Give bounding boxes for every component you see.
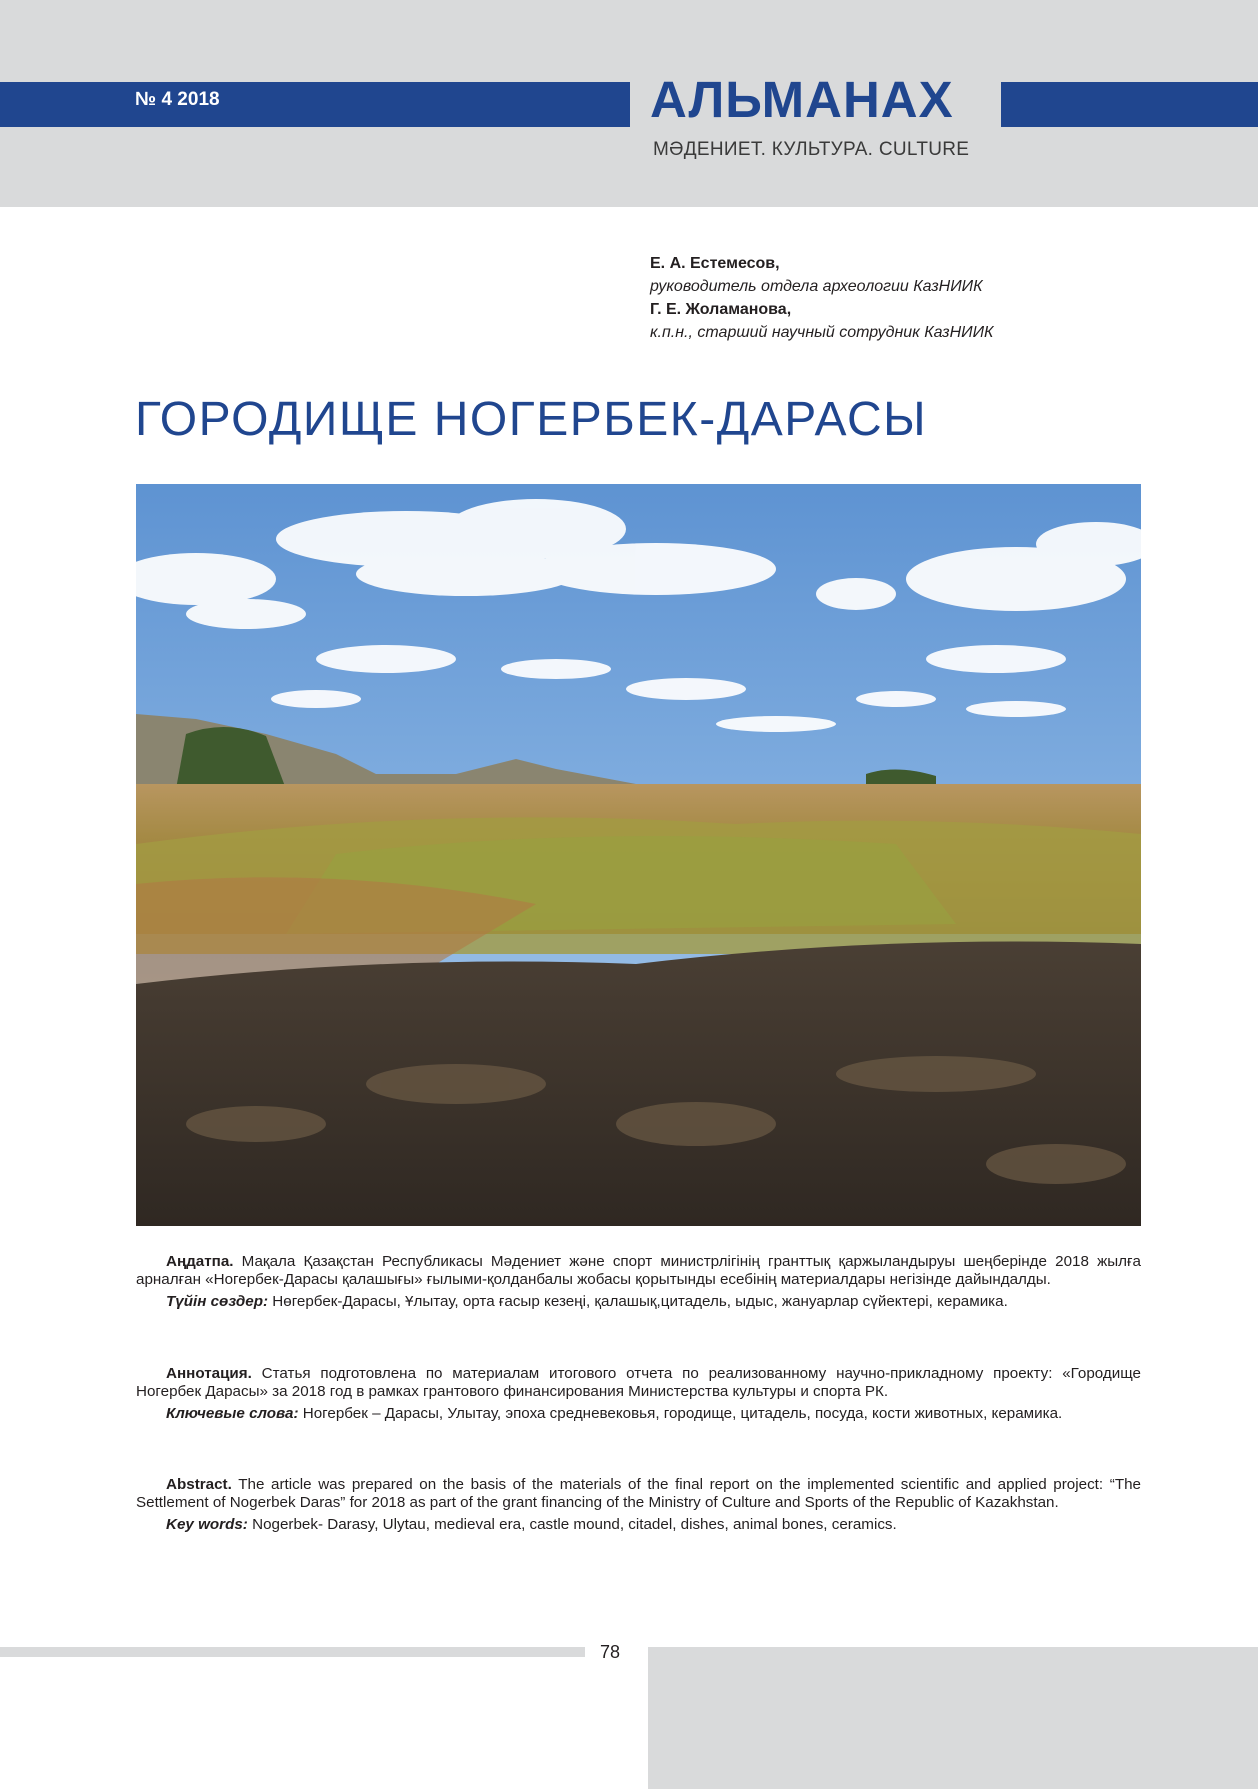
abstract-label: Abstract.: [166, 1476, 232, 1493]
footer-block-right: [648, 1647, 1258, 1789]
author-role: к.п.н., старший научный сотрудник КазНИИК: [650, 324, 994, 341]
abstract-text: Статья подготовлена по материалам итогового отчета по реализованному научно-прикладному проекту: «Городище Ногербек Дарасы» за 2018 год в рамках грантового финансирования Министерства культуры и спорта РК.: [136, 1365, 1141, 1400]
abstract-label: Аңдатпа.: [166, 1253, 234, 1270]
landscape-photo: [136, 484, 1141, 1226]
keywords-text: Ногербек – Дарасы, Улытау, эпоха средневековья, городище, цитадель, посуда, кости животных, керамика.: [298, 1405, 1063, 1422]
authors-block: [650, 252, 993, 344]
author-name: Г. Е. Жоламанова,: [650, 301, 792, 318]
issue-number: № 4 2018: [135, 89, 220, 110]
author-name: Е. А. Естемесов,: [650, 255, 780, 272]
abstract-label: Аннотация.: [166, 1365, 252, 1382]
magazine-subtitle: МӘДЕНИЕТ. КУЛЬТУРА. CULTURE: [653, 139, 970, 160]
keywords-label: Ключевые слова:: [166, 1405, 299, 1422]
abstract-text: Мақала Қазақстан Республикасы Мәдениет және спорт министрлігінің гранттық қаржыландыруы шеңберінде 2018 жылға арналған «Ногербек-Дарасы қалашығы» ғылыми-қолданбалы жобасы қорытынды есебінің материалдары негізінде дайындалды.: [136, 1253, 1141, 1288]
footer-bar-left: [0, 1647, 585, 1657]
header-bar-left: [0, 82, 630, 127]
keywords-label: Түйін сөздер:: [166, 1293, 269, 1310]
abstract-english: [136, 1476, 1141, 1534]
header-bar-right: [1001, 82, 1258, 127]
keywords-label: Key words:: [166, 1516, 248, 1533]
abstract-russian: [136, 1365, 1141, 1423]
article-title: ГОРОДИЩЕ НОГЕРБЕК-ДАРАСЫ: [135, 393, 928, 446]
magazine-title: АЛЬМАНАХ: [650, 71, 954, 128]
page-number: 78: [600, 1642, 621, 1662]
keywords-text: Nogerbek- Darasy, Ulytau, medieval era, castle mound, citadel, dishes, animal bones, ceramics.: [247, 1516, 897, 1533]
abstract-kazakh: [136, 1253, 1141, 1311]
author-role: руководитель отдела археологии КазНИИК: [650, 278, 983, 295]
abstract-text: The article was prepared on the basis of the materials of the final report on the implemented scientific and applied project: “The Settlement of Nogerbek Daras” for 2018 as part of the grant financing of the Ministry of Culture and Sports of the Republic of Kazakhstan.: [136, 1476, 1141, 1511]
keywords-text: Нөгербек-Дарасы, Ұлытау, орта ғасыр кезеңі, қалашық,цитадель, ыдыс, жануарлар сүйектері, керамика.: [268, 1293, 1008, 1310]
